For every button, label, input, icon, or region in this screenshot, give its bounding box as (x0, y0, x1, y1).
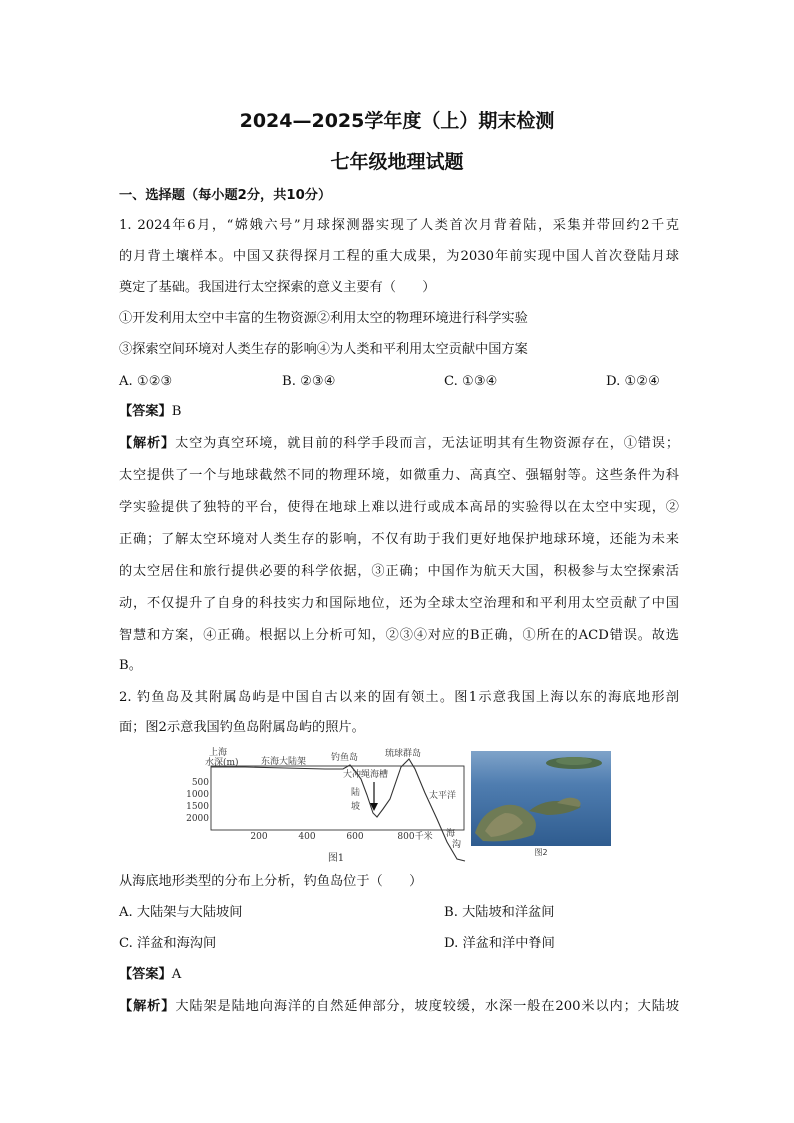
q1-option-b: B. ②③④ (282, 374, 336, 389)
label-depth: 水深(m) (205, 758, 239, 768)
q1-analysis-line: B。 (119, 658, 142, 673)
x-tick-label: 800千米 (397, 832, 433, 842)
q2-analysis-line (119, 997, 679, 1017)
label-slope-1: 陆 (351, 788, 361, 798)
y-tick-label: 500 (191, 778, 209, 788)
figure1-caption: 图1 (327, 853, 345, 864)
q2-option-d: D. 洋盆和洋中脊间 (444, 936, 555, 951)
q1-answer (119, 402, 679, 422)
q1-stem-line: 1. 2024年6月，“嫦娥六号”月球探测器实现了人类首次月背着陆，采集并带回约2千克 (119, 218, 679, 233)
label-continental-shelf: 东海大陆架 (261, 757, 307, 767)
island-photo-figure (471, 751, 611, 858)
label-slope-2: 坡 (351, 802, 361, 812)
q2-option-a: A. 大陆架与大陆坡间 (119, 905, 243, 920)
analysis-label: 【解析】 (119, 436, 176, 451)
exam-subtitle: 七年级地理试题 (330, 151, 464, 173)
profile-frame (211, 766, 464, 830)
q1-option-c: C. ①③④ (444, 374, 498, 389)
seafloor-profile-line (211, 759, 465, 861)
q1-analysis-line: 的太空居住和旅行提供必要的科学依据，③正确；中国作为航天大国，积极参与太空探索活 (119, 564, 679, 579)
q1-analysis-line: 动，不仅提升了自身的科技实力和国际地位，还为全球太空治理和和平利用太空贡献了中国 (119, 596, 679, 611)
label-trench-2: 沟 (452, 840, 462, 850)
label-okinawa-trough: 大冲绳海槽 (343, 770, 389, 780)
answer-value: B (171, 404, 182, 419)
label-shanghai: 上海 (209, 748, 228, 758)
x-tick-label: 400 (298, 832, 316, 842)
q2-question: 从海底地形类型的分布上分析，钓鱼岛位于（ ） (119, 874, 423, 889)
label-diaoyu-island: 钓鱼岛 (331, 753, 359, 763)
q2-option-b: B. 大陆坡和洋盆间 (444, 905, 555, 920)
distant-island-ridge (556, 757, 592, 765)
figure2-caption: 图2 (534, 848, 548, 857)
q1-statement: ③探索空间环境对人类生存的影响④为人类和平利用太空贡献中国方案 (119, 342, 528, 357)
y-tick-label: 1000 (186, 790, 209, 800)
q1-option-d: D. ①②④ (606, 374, 660, 389)
q1-analysis-line: 学实验提供了独特的平台，使得在地球上难以进行或成本高昂的实验得以在太空中实现，② (119, 500, 679, 515)
q1-statement: ①开发利用太空中丰富的生物资源②利用太空的物理环境进行科学实验 (119, 311, 528, 326)
q1-analysis-line: 太空提供了一个与地球截然不同的物理环境，如微重力、高真空、强辐射等。这些条件为科 (119, 468, 679, 483)
label-trench-1: 海 (446, 829, 456, 839)
x-tick-label: 600 (346, 832, 364, 842)
answer-label: 【答案】 (119, 967, 172, 982)
q1-option-a: A. ①②③ (119, 374, 173, 389)
label-pacific: 太平洋 (429, 791, 457, 801)
section-heading: 一、选择题（每小题2分，共10分） (119, 188, 332, 203)
answer-value: A (171, 967, 182, 982)
seafloor-profile-figure (186, 747, 467, 865)
q1-stem-line: 奠定了基础。我国进行太空探索的意义主要有（ ） (119, 280, 436, 295)
answer-label: 【答案】 (119, 404, 172, 419)
analysis-label: 【解析】 (119, 999, 176, 1014)
q2-stem-line: 面；图2示意我国钓鱼岛附属岛屿的照片。 (119, 720, 365, 735)
label-ryukyu-islands: 琉球群岛 (385, 749, 422, 759)
y-tick-label: 1500 (186, 802, 209, 812)
q1-analysis-line: 正确；了解太空环境对人类生存的影响，不仅有助于我们更好地保护地球环境，还能为未来 (119, 532, 679, 547)
y-tick-label: 2000 (186, 814, 209, 824)
q1-stem-line: 的月背土壤样本。中国又获得探月工程的重大成果，为2030年前实现中国人首次登陆月球 (119, 249, 679, 264)
q1-analysis-line: 智慧和方案，④正确。根据以上分析可知，②③④对应的B正确，①所在的ACD错误。故选 (119, 628, 679, 643)
q2-answer (119, 965, 679, 985)
q2-stem-line: 2. 钓鱼岛及其附属岛屿是中国自古以来的固有领土。图1示意我国上海以东的海底地形剖 (119, 690, 679, 705)
x-tick-label: 200 (250, 832, 268, 842)
analysis-text: 大陆架是陆地向海洋的自然延伸部分，坡度较缓，水深一般在200米以内；大陆坡 (175, 999, 680, 1014)
exam-title: 2024—2025学年度（上）期末检测 (239, 110, 555, 132)
q2-option-c: C. 洋盆和海沟间 (119, 936, 217, 951)
analysis-text: 太空为真空环境，就目前的科学手段而言，无法证明其有生物资源存在，①错误； (175, 436, 680, 451)
q1-analysis-line (119, 434, 679, 454)
